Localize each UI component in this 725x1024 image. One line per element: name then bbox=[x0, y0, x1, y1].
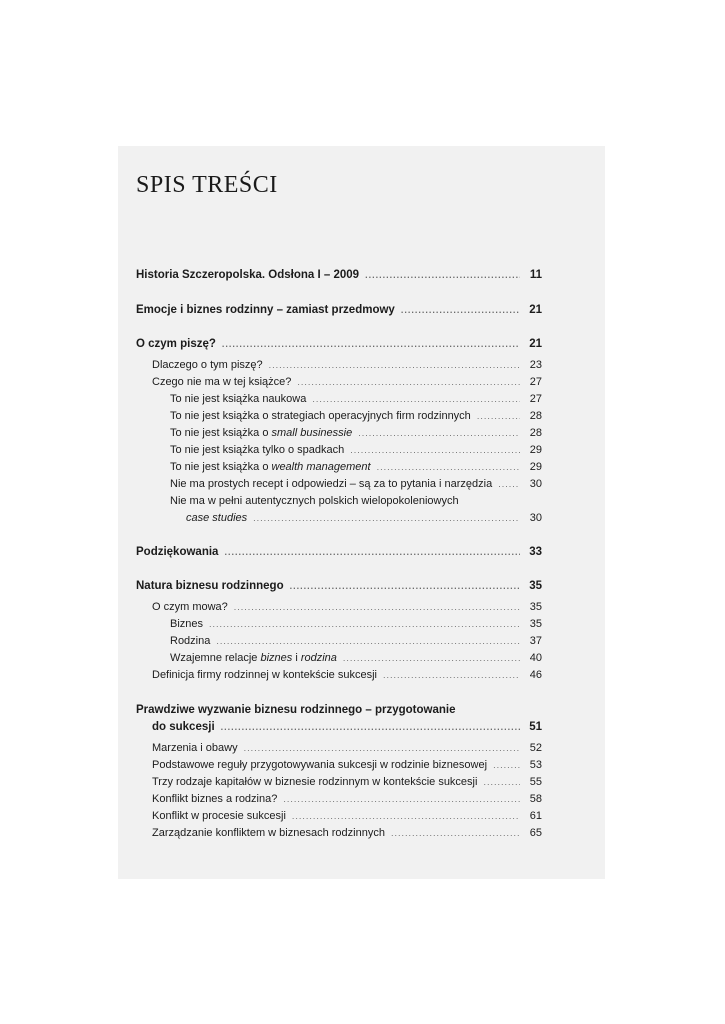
page-title: SPIS TREŚCI bbox=[136, 172, 278, 198]
toc-entry-page: 28 bbox=[529, 427, 542, 439]
dot-leader bbox=[224, 545, 520, 559]
toc-entry-page: 23 bbox=[529, 359, 542, 371]
toc-entry-zarzadzanie bbox=[152, 826, 542, 840]
toc-entry-wealth bbox=[170, 460, 542, 474]
toc-entry-spadki bbox=[170, 443, 542, 457]
dot-leader bbox=[383, 668, 520, 682]
toc-entry-page: 51 bbox=[529, 721, 542, 733]
dot-leader bbox=[222, 337, 520, 351]
dot-leader bbox=[292, 809, 520, 823]
toc-entry-page: 33 bbox=[529, 546, 542, 558]
dot-leader bbox=[391, 826, 520, 840]
toc-entry-label: To nie jest książka o wealth management bbox=[170, 461, 371, 473]
toc-entry-page: 53 bbox=[529, 759, 542, 771]
toc-entry-label: Czego nie ma w tej książce? bbox=[152, 376, 292, 388]
toc-entry-label: Trzy rodzaje kapitałów w biznesie rodzinnym w kontekście sukcesji bbox=[152, 776, 478, 788]
dot-leader bbox=[350, 443, 520, 457]
dot-leader bbox=[283, 792, 520, 806]
toc-entry-small-business bbox=[170, 426, 542, 440]
toc-entry-recepty bbox=[170, 477, 542, 491]
dot-leader bbox=[498, 477, 520, 491]
toc-entry-label: Nie ma w pełni autentycznych polskich wielopokoleniowych bbox=[170, 495, 459, 507]
toc-entry-podziekowania bbox=[136, 545, 542, 559]
toc-entry-label: Podstawowe reguły przygotowywania sukcesji w rodzinie biznesowej bbox=[152, 759, 488, 771]
toc-entry-o-czym-pisze bbox=[136, 337, 542, 351]
toc-entry-page: 55 bbox=[529, 776, 542, 788]
toc-entry-konflikt-proces bbox=[152, 809, 542, 823]
toc-entry-marzenia bbox=[152, 741, 542, 755]
toc-entry-label: Konflikt biznes a rodzina? bbox=[152, 793, 278, 805]
dot-leader bbox=[216, 634, 520, 648]
toc-entry-rodzina bbox=[170, 634, 542, 648]
toc-entry-emocje bbox=[136, 303, 542, 317]
toc-entry-label: O czym mowa? bbox=[152, 601, 228, 613]
toc-entry-page: 37 bbox=[529, 635, 542, 647]
dot-leader bbox=[253, 511, 520, 525]
toc-entry-page: 35 bbox=[529, 618, 542, 630]
dot-leader bbox=[483, 775, 520, 789]
toc-entry-label: Prawdziwe wyzwanie biznesu rodzinnego – przygotowanie bbox=[136, 704, 456, 716]
toc-entry-case-studies bbox=[186, 511, 542, 525]
toc-entry-reguly bbox=[152, 758, 542, 772]
toc-entry-label: To nie jest książka tylko o spadkach bbox=[170, 444, 345, 456]
toc-entry-historia bbox=[136, 268, 542, 282]
toc-entry-label: Definicja firmy rodzinnej w kontekście sukcesji bbox=[152, 669, 377, 681]
toc-entry-label: do sukcesji bbox=[152, 721, 215, 733]
toc-entry-label: Emocje i biznes rodzinny – zamiast przedmowy bbox=[136, 304, 395, 316]
toc-entry-definicja bbox=[152, 668, 542, 682]
toc-entry-biznes bbox=[170, 617, 542, 631]
toc-entry-page: 46 bbox=[529, 669, 542, 681]
toc-entry-o-czym-mowa bbox=[152, 600, 542, 614]
toc-entry-page: 11 bbox=[529, 269, 542, 281]
toc-entry-page: 65 bbox=[529, 827, 542, 839]
toc-entry-page: 58 bbox=[529, 793, 542, 805]
toc-entry-label: To nie jest książka naukowa bbox=[170, 393, 307, 405]
toc-entry-autentyczne bbox=[170, 494, 542, 508]
dot-leader bbox=[477, 409, 520, 423]
toc-entry-page: 40 bbox=[529, 652, 542, 664]
dot-leader bbox=[269, 358, 520, 372]
toc-entry-page: 29 bbox=[529, 444, 542, 456]
toc-entry-page: 21 bbox=[529, 304, 542, 316]
dot-leader bbox=[343, 651, 520, 665]
toc-entry-kapitaly bbox=[152, 775, 542, 789]
toc-entry-page: 29 bbox=[529, 461, 542, 473]
dot-leader bbox=[234, 600, 520, 614]
toc-entry-wzajemne bbox=[170, 651, 542, 665]
toc-entry-label: Natura biznesu rodzinnego bbox=[136, 580, 284, 592]
toc-entry-page: 27 bbox=[529, 393, 542, 405]
toc-entry-label: case studies bbox=[186, 512, 248, 524]
dot-leader bbox=[401, 303, 520, 317]
toc-entry-label: Rodzina bbox=[170, 635, 211, 647]
dot-leader bbox=[358, 426, 520, 440]
toc-entry-prawdziwe bbox=[136, 703, 542, 717]
toc-entry-page: 30 bbox=[529, 512, 542, 524]
toc-entry-page: 30 bbox=[529, 478, 542, 490]
toc-entry-label: Dlaczego o tym piszę? bbox=[152, 359, 263, 371]
toc-entry-label: O czym piszę? bbox=[136, 338, 216, 350]
dot-leader bbox=[221, 720, 520, 734]
toc-entry-label: To nie jest książka o small businessie bbox=[170, 427, 353, 439]
toc-entry-page: 61 bbox=[529, 810, 542, 822]
toc-entry-naukowa bbox=[170, 392, 542, 406]
dot-leader bbox=[244, 741, 520, 755]
toc-entry-page: 21 bbox=[529, 338, 542, 350]
toc-entry-label: Podziękowania bbox=[136, 546, 219, 558]
toc-entry-page: 35 bbox=[529, 580, 542, 592]
toc-entry-label: Wzajemne relacje biznes i rodzina bbox=[170, 652, 337, 664]
dot-leader bbox=[297, 375, 520, 389]
toc-entry-label: Biznes bbox=[170, 618, 204, 630]
toc-entry-czego-nie-ma bbox=[152, 375, 542, 389]
toc-entry-do-sukcesji bbox=[152, 720, 542, 734]
toc-entry-label: Marzenia i obawy bbox=[152, 742, 238, 754]
toc-entry-label: Historia Szczeropolska. Odsłona I – 2009 bbox=[136, 269, 360, 281]
toc-entry-page: 35 bbox=[529, 601, 542, 613]
dot-leader bbox=[290, 579, 520, 593]
toc-entry-page: 52 bbox=[529, 742, 542, 754]
dot-leader bbox=[365, 268, 520, 282]
dot-leader bbox=[493, 758, 520, 772]
dot-leader bbox=[312, 392, 520, 406]
toc-entry-page: 28 bbox=[529, 410, 542, 422]
toc-entry-label: To nie jest książka o strategiach operacyjnych firm rodzinnych bbox=[170, 410, 471, 422]
dot-leader bbox=[209, 617, 520, 631]
dot-leader bbox=[377, 460, 520, 474]
toc-entry-page: 27 bbox=[529, 376, 542, 388]
toc-entry-konflikt-biznes bbox=[152, 792, 542, 806]
toc-entry-label: Nie ma prostych recept i odpowiedzi – są za to pytania i narzędzia bbox=[170, 478, 493, 490]
toc-entry-label: Konflikt w procesie sukcesji bbox=[152, 810, 286, 822]
toc-entry-dlaczego bbox=[152, 358, 542, 372]
toc-entry-label: Zarządzanie konfliktem w biznesach rodzinnych bbox=[152, 827, 385, 839]
toc-entry-natura bbox=[136, 579, 542, 593]
toc-entry-strategie bbox=[170, 409, 542, 423]
